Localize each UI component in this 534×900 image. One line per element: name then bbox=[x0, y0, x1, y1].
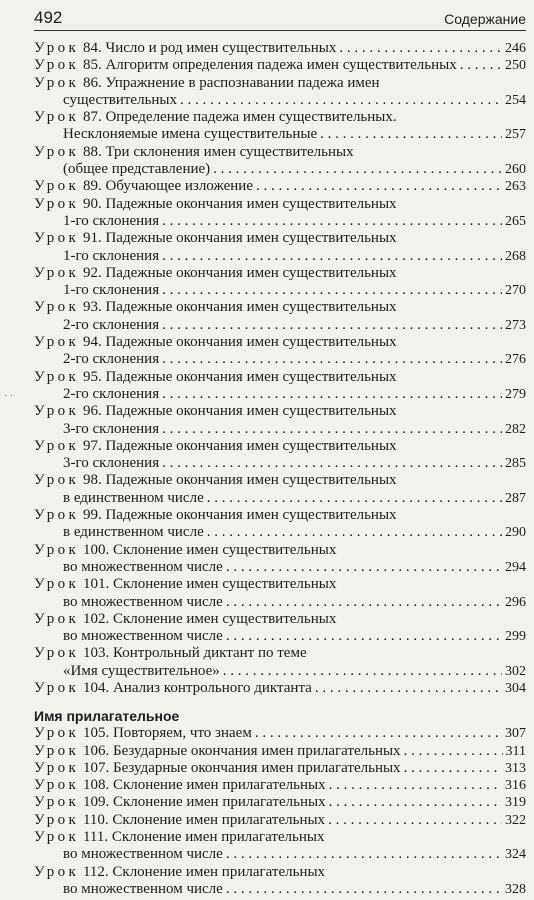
lesson-number: 106. bbox=[82, 742, 110, 759]
lesson-label: Урок bbox=[34, 334, 80, 351]
toc-entry-line bbox=[34, 196, 526, 213]
toc-entry-line bbox=[34, 438, 526, 455]
lesson-title: Падежные окончания имен существительных bbox=[105, 507, 397, 524]
lesson-number: 102. bbox=[82, 610, 110, 627]
lesson-label: Урок bbox=[34, 299, 80, 316]
lesson-title: Определение падежа имен существительных. bbox=[105, 109, 397, 126]
toc-entry[interactable] bbox=[34, 196, 526, 231]
page-ref: 268 bbox=[505, 248, 526, 264]
lesson-number: 103. bbox=[82, 645, 110, 662]
toc-entry[interactable] bbox=[34, 109, 526, 144]
page-ref: 313 bbox=[505, 760, 526, 776]
toc-entry-continuation bbox=[34, 282, 526, 299]
dot-leader bbox=[180, 92, 502, 109]
lesson-title: в единственном числе bbox=[63, 489, 204, 506]
toc-entry[interactable] bbox=[34, 743, 526, 760]
toc-entry-line bbox=[34, 794, 526, 811]
toc-entry-line bbox=[34, 542, 526, 559]
lesson-number: 101. bbox=[82, 576, 110, 593]
lesson-number: 95. bbox=[82, 368, 102, 385]
page-ref: 322 bbox=[505, 812, 526, 828]
lesson-title: Повторяем, что знаем bbox=[112, 725, 252, 742]
page-ref: 257 bbox=[505, 127, 526, 143]
lesson-number: 112. bbox=[82, 863, 109, 880]
page-ref: 296 bbox=[505, 594, 526, 610]
dot-leader bbox=[255, 725, 502, 742]
dot-leader bbox=[213, 161, 502, 178]
spacer bbox=[34, 697, 526, 707]
lesson-label: Урок bbox=[34, 57, 80, 74]
page-ref: 246 bbox=[505, 41, 526, 56]
page-ref: 319 bbox=[505, 795, 526, 811]
toc-entry-continuation bbox=[34, 386, 526, 403]
dot-leader bbox=[162, 317, 502, 334]
toc-entry[interactable] bbox=[34, 611, 526, 646]
toc-list-nouns bbox=[34, 40, 526, 697]
lesson-title: Контрольный диктант по теме bbox=[112, 645, 307, 662]
dot-leader bbox=[162, 213, 502, 230]
lesson-title: Три склонения имен существительных bbox=[105, 143, 354, 160]
page-ref: 260 bbox=[505, 162, 526, 178]
lesson-title: 2-го склонения bbox=[63, 316, 160, 333]
toc-entry-continuation bbox=[34, 628, 526, 645]
lesson-label: Урок bbox=[34, 109, 80, 126]
toc-entry-line bbox=[34, 829, 526, 846]
lesson-title: Склонение имен прилагательных bbox=[112, 777, 326, 794]
lesson-title: 2-го склонения bbox=[63, 351, 160, 368]
toc-entry-line bbox=[34, 864, 526, 881]
toc-entry-line bbox=[34, 777, 526, 794]
page-ref: 270 bbox=[505, 283, 526, 299]
dot-leader bbox=[162, 455, 502, 472]
toc-entry[interactable] bbox=[34, 57, 526, 74]
toc-entry[interactable] bbox=[34, 334, 526, 369]
toc-entry-line bbox=[34, 472, 526, 489]
lesson-title: во множественном числе bbox=[63, 628, 223, 645]
lesson-title: Склонение имен прилагательных bbox=[112, 863, 326, 880]
toc-entry-continuation bbox=[34, 490, 526, 507]
toc-entry-line bbox=[34, 680, 526, 697]
toc-entry[interactable] bbox=[34, 576, 526, 611]
lesson-title: Падежные окончания имен существительных bbox=[105, 437, 397, 454]
lesson-title: Падежные окончания имен существительных bbox=[105, 230, 397, 247]
lesson-number: 94. bbox=[82, 334, 102, 351]
lesson-title: существительных bbox=[63, 91, 178, 108]
dot-leader bbox=[226, 594, 502, 611]
toc-entry[interactable] bbox=[34, 794, 526, 811]
lesson-title: Упражнение в распознавании падежа имен bbox=[105, 74, 380, 91]
toc-entry[interactable] bbox=[34, 864, 526, 899]
lesson-title: во множественном числе bbox=[63, 593, 223, 610]
lesson-label: Урок bbox=[34, 829, 80, 846]
lesson-label: Урок bbox=[34, 541, 80, 558]
page-ref: 302 bbox=[505, 663, 526, 679]
lesson-number: 97. bbox=[82, 437, 102, 454]
toc-entry-continuation bbox=[34, 594, 526, 611]
lesson-title: «Имя существительное» bbox=[63, 662, 220, 679]
toc-entry[interactable] bbox=[34, 472, 526, 507]
page-ref: 290 bbox=[505, 525, 526, 541]
toc-entry[interactable] bbox=[34, 403, 526, 438]
lesson-title: Падежные окончания имен существительных bbox=[105, 299, 397, 316]
lesson-title: 3-го склонения bbox=[63, 455, 160, 472]
page-ref: 276 bbox=[505, 352, 526, 368]
lesson-label: Урок bbox=[34, 576, 80, 593]
table-of-contents bbox=[34, 40, 526, 898]
lesson-number: 98. bbox=[82, 472, 102, 489]
page-ref: 307 bbox=[505, 726, 526, 742]
lesson-label: Урок bbox=[34, 507, 80, 524]
dot-leader bbox=[328, 812, 502, 829]
lesson-title: Падежные окончания имен существительных bbox=[105, 195, 397, 212]
lesson-title: (общее представление) bbox=[63, 161, 211, 178]
toc-entry-line bbox=[34, 178, 526, 195]
toc-entry-line bbox=[34, 57, 526, 74]
lesson-label: Урок bbox=[34, 759, 80, 776]
dot-leader bbox=[226, 846, 502, 863]
toc-entry[interactable] bbox=[34, 230, 526, 265]
toc-entry[interactable] bbox=[34, 680, 526, 697]
dot-leader bbox=[256, 178, 502, 195]
lesson-label: Урок bbox=[34, 178, 80, 195]
toc-entry-continuation bbox=[34, 248, 526, 265]
page-ref: 294 bbox=[505, 559, 526, 575]
toc-entry[interactable] bbox=[34, 144, 526, 179]
lesson-title: Склонение имен существительных bbox=[112, 610, 337, 627]
lesson-title: Число и род имен существительных bbox=[105, 40, 337, 56]
dot-leader bbox=[223, 663, 502, 680]
page-ref: 287 bbox=[505, 490, 526, 506]
lesson-title: Склонение имен прилагательных bbox=[112, 811, 326, 828]
lesson-label: Урок bbox=[34, 794, 80, 811]
lesson-number: 88. bbox=[82, 143, 102, 160]
lesson-label: Урок bbox=[34, 863, 80, 880]
toc-entry-continuation bbox=[34, 126, 526, 143]
lesson-label: Урок bbox=[34, 195, 80, 212]
toc-entry-line bbox=[34, 40, 526, 57]
lesson-title: 2-го склонения bbox=[63, 385, 160, 402]
lesson-label: Урок bbox=[34, 368, 80, 385]
toc-entry-line bbox=[34, 299, 526, 316]
toc-entry-line bbox=[34, 144, 526, 161]
lesson-number: 96. bbox=[82, 403, 102, 420]
toc-entry[interactable] bbox=[34, 438, 526, 473]
lesson-title: Склонение имен существительных bbox=[112, 541, 337, 558]
dot-leader bbox=[460, 57, 502, 74]
dot-leader bbox=[329, 794, 502, 811]
toc-entry-continuation bbox=[34, 846, 526, 863]
page-ref: 279 bbox=[505, 386, 526, 402]
lesson-title: Падежные окончания имен существительных bbox=[105, 403, 397, 420]
page-ref: 299 bbox=[505, 629, 526, 645]
page-ref: 285 bbox=[505, 456, 526, 472]
dot-leader bbox=[404, 743, 503, 760]
dot-leader bbox=[162, 351, 502, 368]
toc-entry-continuation bbox=[34, 524, 526, 541]
toc-entry-line bbox=[34, 812, 526, 829]
page-ref: 250 bbox=[505, 58, 526, 74]
toc-entry[interactable] bbox=[34, 645, 526, 680]
dot-leader bbox=[162, 282, 502, 299]
lesson-title: Обучающее изложение bbox=[105, 178, 253, 195]
page-ref: 282 bbox=[505, 421, 526, 437]
toc-entry-continuation bbox=[34, 161, 526, 178]
lesson-label: Урок bbox=[34, 74, 80, 91]
page-ref: 265 bbox=[505, 213, 526, 229]
lesson-title: во множественном числе bbox=[63, 558, 223, 575]
page-ref: 311 bbox=[505, 743, 526, 759]
lesson-number: 87. bbox=[82, 109, 102, 126]
dot-leader bbox=[207, 490, 502, 507]
lesson-title: во множественном числе bbox=[63, 846, 223, 863]
toc-entry-line bbox=[34, 369, 526, 386]
toc-entry-line bbox=[34, 109, 526, 126]
lesson-label: Урок bbox=[34, 40, 80, 56]
dot-leader bbox=[162, 421, 502, 438]
lesson-title: Склонение имен прилагательных bbox=[111, 829, 325, 846]
lesson-label: Урок bbox=[34, 143, 80, 160]
lesson-number: 89. bbox=[82, 178, 102, 195]
lesson-title: Анализ контрольного диктанта bbox=[112, 679, 312, 696]
toc-entry-continuation bbox=[34, 421, 526, 438]
lesson-label: Урок bbox=[34, 230, 80, 247]
page-ref: 263 bbox=[505, 179, 526, 195]
dot-leader bbox=[207, 524, 502, 541]
lesson-title: во множественном числе bbox=[63, 880, 223, 897]
dot-leader bbox=[320, 126, 502, 143]
dot-leader bbox=[162, 386, 502, 403]
toc-entry-line bbox=[34, 230, 526, 247]
toc-entry-line bbox=[34, 334, 526, 351]
dot-leader bbox=[404, 760, 502, 777]
dot-leader bbox=[315, 680, 502, 697]
toc-entry-line bbox=[34, 725, 526, 742]
toc-entry[interactable] bbox=[34, 777, 526, 794]
page-ref: 328 bbox=[505, 881, 526, 897]
toc-entry-continuation bbox=[34, 663, 526, 680]
toc-entry-line bbox=[34, 743, 526, 760]
lesson-title: Падежные окончания имен существительных bbox=[105, 264, 397, 281]
lesson-number: 108. bbox=[82, 777, 110, 794]
toc-entry-line bbox=[34, 645, 526, 662]
lesson-label: Урок bbox=[34, 777, 80, 794]
lesson-title: 3-го склонения bbox=[63, 420, 160, 437]
lesson-number: 90. bbox=[82, 195, 102, 212]
lesson-number: 105. bbox=[82, 725, 110, 742]
lesson-label: Урок bbox=[34, 264, 80, 281]
lesson-title: Склонение имен прилагательных bbox=[112, 794, 326, 811]
toc-entry-continuation bbox=[34, 317, 526, 334]
lesson-number: 111. bbox=[82, 829, 109, 846]
page-header bbox=[34, 8, 526, 31]
lesson-number: 85. bbox=[82, 57, 102, 74]
toc-entry-line bbox=[34, 760, 526, 777]
lesson-number: 84. bbox=[82, 40, 102, 56]
toc-entry-line bbox=[34, 265, 526, 282]
page-ref: 324 bbox=[505, 847, 526, 863]
toc-entry-line bbox=[34, 403, 526, 420]
toc-entry[interactable] bbox=[34, 369, 526, 404]
dot-leader bbox=[339, 40, 502, 57]
toc-entry-continuation bbox=[34, 92, 526, 109]
lesson-title: Падежные окончания имен существительных bbox=[105, 334, 397, 351]
toc-entry[interactable] bbox=[34, 265, 526, 300]
lesson-label: Урок bbox=[34, 725, 80, 742]
lesson-title: в единственном числе bbox=[63, 524, 204, 541]
toc-entry-line bbox=[34, 75, 526, 92]
toc-entry-line bbox=[34, 507, 526, 524]
toc-entry[interactable] bbox=[34, 507, 526, 542]
lesson-title: Безударные окончания имен прилагательных bbox=[112, 742, 401, 759]
toc-entry[interactable] bbox=[34, 75, 526, 110]
lesson-label: Урок bbox=[34, 811, 80, 828]
toc-entry-line bbox=[34, 611, 526, 628]
toc-entry[interactable] bbox=[34, 725, 526, 742]
lesson-title: Безударные окончания имен прилагательных bbox=[112, 759, 401, 776]
dot-leader bbox=[226, 559, 502, 576]
lesson-number: 86. bbox=[82, 74, 102, 91]
toc-entry[interactable] bbox=[34, 812, 526, 829]
lesson-label: Урок bbox=[34, 679, 80, 696]
lesson-number: 104. bbox=[82, 679, 110, 696]
dot-leader bbox=[226, 881, 502, 898]
page-ref: 254 bbox=[505, 92, 526, 108]
page-ref: 273 bbox=[505, 317, 526, 333]
lesson-number: 91. bbox=[82, 230, 102, 247]
lesson-number: 109. bbox=[82, 794, 110, 811]
lesson-label: Урок bbox=[34, 742, 80, 759]
lesson-title: Падежные окончания имен существительных bbox=[105, 472, 397, 489]
lesson-number: 100. bbox=[82, 541, 110, 558]
page-ref: 316 bbox=[505, 778, 526, 794]
lesson-label: Урок bbox=[34, 403, 80, 420]
lesson-title: 1-го склонения bbox=[63, 212, 160, 229]
lesson-title: Алгоритм определения падежа имен существительных bbox=[105, 57, 457, 74]
dot-leader bbox=[162, 248, 502, 265]
lesson-title: 1-го склонения bbox=[63, 282, 160, 299]
toc-list-adjectives bbox=[34, 725, 526, 898]
toc-entry[interactable] bbox=[34, 829, 526, 864]
dot-leader bbox=[329, 777, 502, 794]
lesson-number: 99. bbox=[82, 507, 102, 524]
lesson-number: 92. bbox=[82, 264, 102, 281]
toc-entry[interactable] bbox=[34, 178, 526, 195]
group-heading: Имя прилагательное bbox=[34, 708, 180, 725]
dot-leader bbox=[226, 628, 502, 645]
toc-entry-continuation bbox=[34, 455, 526, 472]
toc-entry-continuation bbox=[34, 559, 526, 576]
toc-entry-line bbox=[34, 576, 526, 593]
lesson-label: Урок bbox=[34, 645, 80, 662]
lesson-label: Урок bbox=[34, 610, 80, 627]
lesson-title: 1-го склонения bbox=[63, 247, 160, 264]
page-ref: 304 bbox=[505, 680, 526, 696]
toc-entry-continuation bbox=[34, 213, 526, 230]
lesson-title: Несклоняемые имена существительные bbox=[63, 126, 318, 143]
lesson-number: 110. bbox=[82, 811, 109, 828]
toc-entry[interactable] bbox=[34, 299, 526, 334]
section-title: Содержание bbox=[444, 11, 526, 27]
lesson-number: 107. bbox=[82, 759, 110, 776]
lesson-label: Урок bbox=[34, 437, 80, 454]
margin-mark: ˙ ˙ bbox=[4, 394, 14, 405]
toc-entry[interactable] bbox=[34, 760, 526, 777]
lesson-title: Падежные окончания имен существительных bbox=[105, 368, 397, 385]
lesson-title: Склонение имен существительных bbox=[112, 576, 337, 593]
toc-entry[interactable] bbox=[34, 542, 526, 577]
page-number: 492 bbox=[34, 8, 63, 27]
toc-entry[interactable] bbox=[34, 40, 526, 57]
toc-entry-continuation bbox=[34, 351, 526, 368]
lesson-number: 93. bbox=[82, 299, 102, 316]
toc-entry-continuation bbox=[34, 881, 526, 898]
lesson-label: Урок bbox=[34, 472, 80, 489]
